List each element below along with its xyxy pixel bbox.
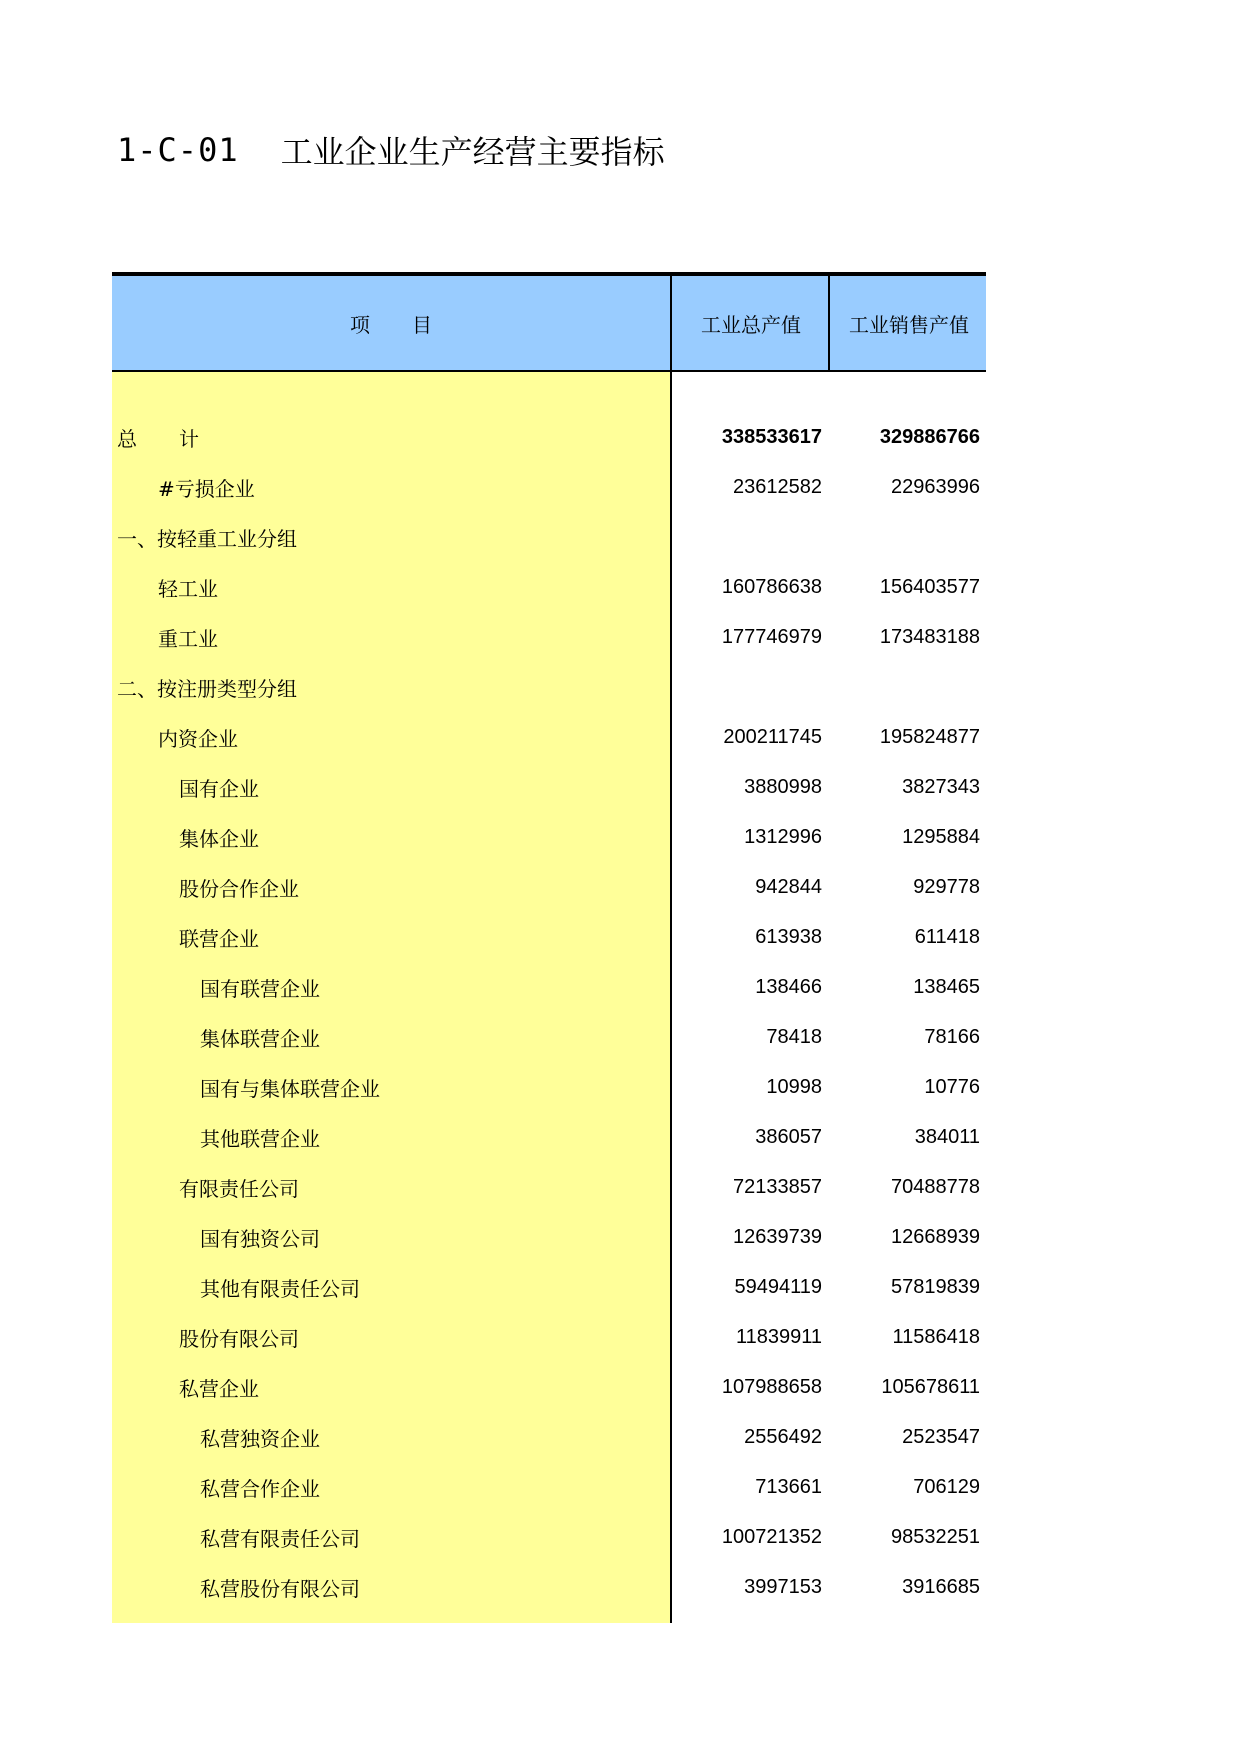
table-row xyxy=(112,512,986,562)
row-gross-output: 11839911 xyxy=(735,1325,822,1348)
row-gross-output: 613938 xyxy=(755,925,822,948)
row-label: 轻工业 xyxy=(158,576,218,601)
row-label: 国有企业 xyxy=(179,776,259,801)
header-item xyxy=(112,276,670,370)
row-sales-output: 156403577 xyxy=(879,575,980,598)
row-sales-output: 2523547 xyxy=(902,1425,980,1448)
row-sales-output: 98532251 xyxy=(891,1525,980,1548)
row-sales-output xyxy=(830,512,980,562)
table-row xyxy=(112,1512,986,1562)
header-item-label-a: 项 xyxy=(350,312,370,337)
page-title xyxy=(117,128,665,172)
indicator-table xyxy=(112,272,986,1623)
table-row xyxy=(112,912,986,962)
row-sales-output: 195824877 xyxy=(879,725,980,748)
row-sales-output: 138465 xyxy=(913,975,980,998)
table-row xyxy=(112,612,986,662)
table-row xyxy=(112,662,986,712)
header-sales-output: 工业销售产值 xyxy=(828,276,988,370)
total-sales-output: 329886766 xyxy=(879,425,980,448)
row-label: 其他联营企业 xyxy=(200,1126,320,1151)
row-label: 国有独资公司 xyxy=(200,1226,320,1251)
table-row xyxy=(112,812,986,862)
row-label: 一、按轻重工业分组 xyxy=(117,526,297,551)
table-row xyxy=(112,1412,986,1462)
row-gross-output: 942844 xyxy=(755,875,822,898)
row-gross-output: 200211745 xyxy=(723,725,822,748)
row-gross-output: 386057 xyxy=(755,1125,822,1148)
table-row xyxy=(112,762,986,812)
row-gross-output: 1312996 xyxy=(744,825,822,848)
table-row xyxy=(112,862,986,912)
row-label: 集体企业 xyxy=(179,826,259,851)
row-sales-output: 173483188 xyxy=(879,625,980,648)
row-gross-output: 107988658 xyxy=(721,1375,822,1398)
row-sales-output: 929778 xyxy=(913,875,980,898)
table-row xyxy=(112,712,986,762)
row-label: 私营企业 xyxy=(179,1376,259,1401)
row-gross-output: 72133857 xyxy=(733,1175,822,1198)
table-row xyxy=(112,462,986,512)
table-row xyxy=(112,1162,986,1212)
total-label-a: 总 xyxy=(117,426,137,451)
table-row xyxy=(112,1112,986,1162)
row-sales-output: 384011 xyxy=(914,1125,980,1148)
row-label: 集体联营企业 xyxy=(200,1026,320,1051)
row-label: 私营股份有限公司 xyxy=(200,1576,360,1601)
row-sales-output: 3916685 xyxy=(902,1575,980,1598)
table-row xyxy=(112,962,986,1012)
row-label: #亏损企业 xyxy=(158,476,255,501)
row-label: 二、按注册类型分组 xyxy=(117,676,297,701)
row-sales-output: 11586418 xyxy=(892,1325,980,1348)
table-header xyxy=(112,272,986,372)
row-label: 私营合作企业 xyxy=(200,1476,320,1501)
row-label: 内资企业 xyxy=(158,726,238,751)
row-gross-output xyxy=(672,512,822,562)
table-row xyxy=(112,1012,986,1062)
row-label: 国有与集体联营企业 xyxy=(200,1076,380,1101)
header-item-label-b: 目 xyxy=(412,312,432,337)
total-label-b: 计 xyxy=(179,426,199,451)
row-label: 私营有限责任公司 xyxy=(200,1526,360,1551)
total-gross-output: 338533617 xyxy=(721,425,822,448)
table-row xyxy=(112,1062,986,1112)
table-row xyxy=(112,1462,986,1512)
row-sales-output: 70488778 xyxy=(891,1175,980,1198)
table-row xyxy=(112,1262,986,1312)
table-row xyxy=(112,1212,986,1262)
row-gross-output: 23612582 xyxy=(733,475,822,498)
row-sales-output: 10776 xyxy=(924,1075,980,1098)
row-gross-output: 138466 xyxy=(755,975,822,998)
row-sales-output: 1295884 xyxy=(902,825,980,848)
row-gross-output: 78418 xyxy=(766,1025,822,1048)
table-body xyxy=(112,372,986,1623)
total-label xyxy=(117,412,199,462)
table-row xyxy=(112,562,986,612)
row-sales-output: 12668939 xyxy=(891,1225,980,1248)
table-row xyxy=(112,1562,986,1612)
table-row xyxy=(112,1362,986,1412)
row-label: 其他有限责任公司 xyxy=(200,1276,360,1301)
row-sales-output: 78166 xyxy=(924,1025,980,1048)
row-sales-output: 3827343 xyxy=(902,775,980,798)
row-gross-output: 12639739 xyxy=(733,1225,822,1248)
table-row xyxy=(112,1312,986,1362)
row-label: 联营企业 xyxy=(179,926,259,951)
row-label: 重工业 xyxy=(158,626,218,651)
row-sales-output: 611418 xyxy=(914,925,980,948)
row-label: 私营独资企业 xyxy=(200,1426,320,1451)
row-label: 股份合作企业 xyxy=(179,876,299,901)
row-gross-output xyxy=(672,662,822,712)
row-gross-output: 3880998 xyxy=(744,775,822,798)
row-label: 有限责任公司 xyxy=(179,1176,299,1201)
row-gross-output: 10998 xyxy=(766,1075,822,1098)
row-gross-output: 3997153 xyxy=(744,1575,822,1598)
row-sales-output: 105678611 xyxy=(881,1375,980,1398)
row-gross-output: 160786638 xyxy=(721,575,822,598)
row-gross-output: 100721352 xyxy=(721,1525,822,1548)
row-gross-output: 177746979 xyxy=(721,625,822,648)
row-sales-output xyxy=(830,662,980,712)
row-gross-output: 2556492 xyxy=(744,1425,822,1448)
table-name: 工业企业生产经营主要指标 xyxy=(280,133,665,171)
row-gross-output: 713661 xyxy=(755,1475,822,1498)
header-gross-output: 工业总产值 xyxy=(670,276,830,370)
table-code: 1-C-01 xyxy=(117,131,239,169)
row-sales-output: 57819839 xyxy=(891,1275,980,1298)
row-label: 股份有限公司 xyxy=(179,1326,299,1351)
row-sales-output: 22963996 xyxy=(891,475,980,498)
row-sales-output: 706129 xyxy=(913,1475,980,1498)
table-row-total xyxy=(112,412,986,462)
row-label: 国有联营企业 xyxy=(200,976,320,1001)
row-gross-output: 59494119 xyxy=(734,1275,822,1298)
